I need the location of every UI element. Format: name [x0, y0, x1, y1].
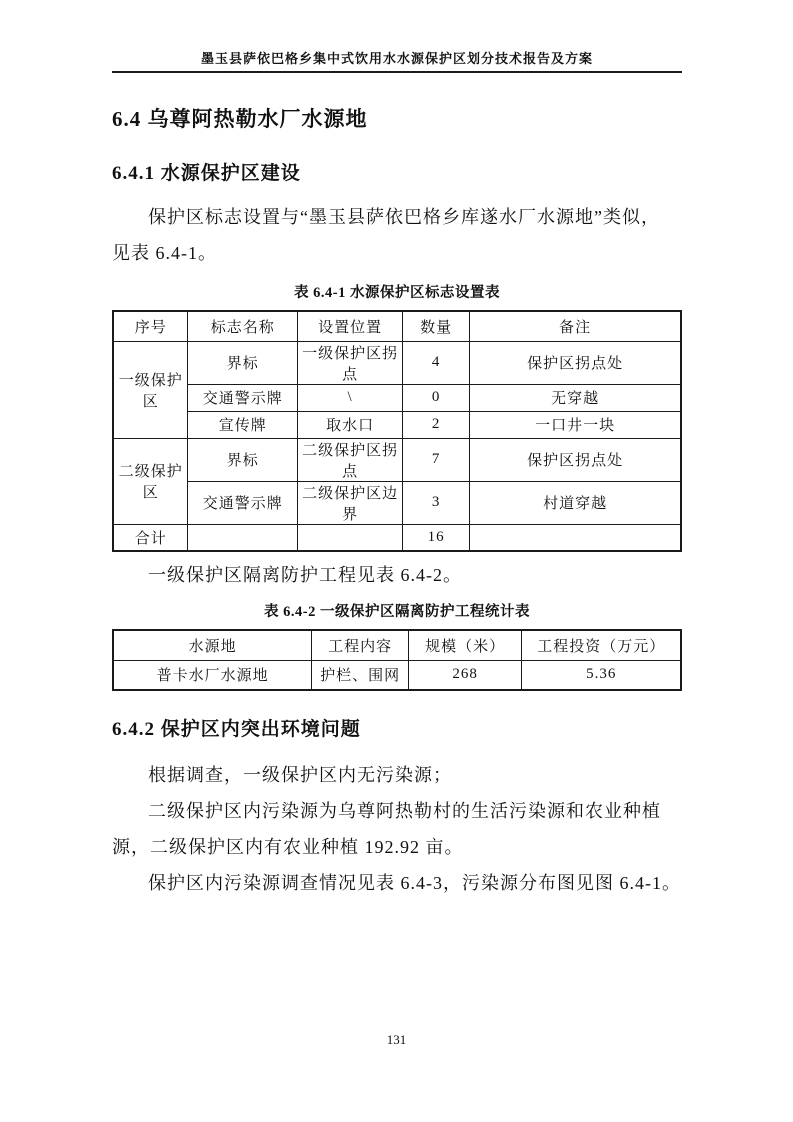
page-header — [112, 0, 682, 73]
table-cell: 一级保护区 — [113, 341, 188, 438]
table-cell: 268 — [408, 660, 522, 690]
table-row — [113, 384, 681, 411]
paragraph-line: 二级保护区内污染源为乌尊阿热勒村的生活污染源和农业种植 — [148, 801, 661, 821]
table2-caption: 表 6.4-2 一级保护区隔离防护工程统计表 — [264, 604, 530, 620]
table-cell: 村道穿越 — [470, 481, 681, 524]
page-content — [112, 75, 682, 901]
paragraph-line: 见表 6.4-1。 — [112, 243, 217, 263]
column-header: 标志名称 — [188, 311, 298, 341]
table-cell: 二级保护区拐点 — [298, 438, 403, 481]
column-header: 备注 — [470, 311, 681, 341]
table-row — [113, 660, 681, 690]
page-number: 131 — [386, 1032, 407, 1047]
page-header-title: 墨玉县萨依巴格乡集中式饮用水水源保护区划分技术报告及方案 — [200, 51, 593, 66]
column-header: 水源地 — [113, 630, 312, 660]
table-cell: 合计 — [113, 524, 188, 551]
table-cell: 二级保护区 — [113, 438, 188, 524]
paragraph-no-pollution: 根据调查，一级保护区内无污染源； — [148, 765, 452, 785]
section-heading-6-4: 6.4 乌尊阿热勒水厂水源地 — [112, 107, 368, 131]
table-cell: 2 — [403, 411, 470, 438]
table-cell — [298, 524, 403, 551]
table-cell: 取水口 — [298, 411, 403, 438]
paragraph-line: 保护区标志设置与“墨玉县萨依巴格乡库遂水厂水源地”类似， — [148, 207, 660, 227]
column-header: 设置位置 — [298, 311, 403, 341]
section-heading-6-4-2: 6.4.2 保护区内突出环境问题 — [112, 719, 361, 740]
table-cell: 界标 — [188, 438, 298, 481]
table-row — [113, 481, 681, 524]
paragraph-isolation-intro: 一级保护区隔离防护工程见表 6.4-2。 — [148, 565, 462, 585]
paragraph-line: 源，二级保护区内有农业种植 192.92 亩。 — [112, 837, 464, 857]
table-row — [113, 411, 681, 438]
column-header: 工程投资（万元） — [522, 630, 681, 660]
column-header: 数量 — [403, 311, 470, 341]
table-cell: 保护区拐点处 — [470, 341, 681, 384]
table-cell: 一级保护区拐点 — [298, 341, 403, 384]
paragraph-pollution-sources — [112, 793, 682, 865]
column-header: 规模（米） — [408, 630, 522, 660]
table-cell: 交通警示牌 — [188, 481, 298, 524]
table-cell: 5.36 — [522, 660, 681, 690]
table-cell: 无穿越 — [470, 384, 681, 411]
table-cell: 0 — [403, 384, 470, 411]
table-cell: 16 — [403, 524, 470, 551]
table-row — [113, 438, 681, 481]
table-total-row — [113, 524, 681, 551]
table-cell: 二级保护区边界 — [298, 481, 403, 524]
table-cell: 交通警示牌 — [188, 384, 298, 411]
section-heading-6-4-1: 6.4.1 水源保护区建设 — [112, 163, 301, 184]
table-header-row — [113, 311, 681, 341]
table-cell: 4 — [403, 341, 470, 384]
signage-setup-table — [112, 310, 682, 552]
table-cell — [470, 524, 681, 551]
table-cell: 宣传牌 — [188, 411, 298, 438]
table-cell: 保护区拐点处 — [470, 438, 681, 481]
table-cell: 3 — [403, 481, 470, 524]
table-cell — [188, 524, 298, 551]
table-cell: 普卡水厂水源地 — [113, 660, 312, 690]
table-cell: \ — [298, 384, 403, 411]
table-cell: 界标 — [188, 341, 298, 384]
table-cell: 一口井一块 — [470, 411, 681, 438]
paragraph-survey-reference: 保护区内污染源调查情况见表 6.4-3，污染源分布图见图 6.4-1。 — [148, 873, 681, 893]
table-cell: 护栏、围网 — [312, 660, 409, 690]
isolation-project-table — [112, 629, 682, 691]
table-row — [113, 341, 681, 384]
table1-caption: 表 6.4-1 水源保护区标志设置表 — [294, 285, 500, 301]
paragraph-signage-intro — [112, 199, 682, 271]
column-header: 工程内容 — [312, 630, 409, 660]
table-cell: 7 — [403, 438, 470, 481]
column-header: 序号 — [113, 311, 188, 341]
table-header-row — [113, 630, 681, 660]
